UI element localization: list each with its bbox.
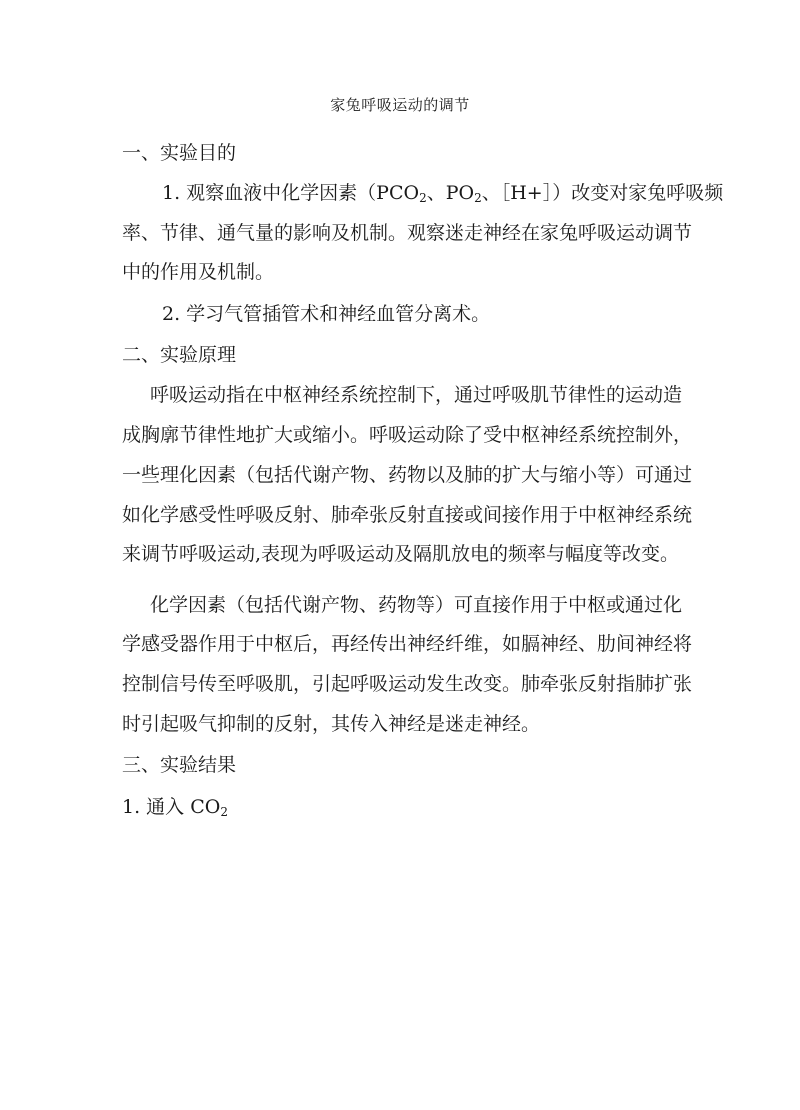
principle-p1-line-1: 呼吸运动指在中枢神经系统控制下，通过呼吸肌节律性的运动造 bbox=[150, 384, 683, 406]
principle-p2-line-1: 化学因素（包括代谢产物、药物等）可直接作用于中枢或通过化 bbox=[150, 594, 683, 616]
principle-p2-line-3: 控制信号传至呼吸肌，引起呼吸运动发生改变。肺牵张反射指肺扩张 bbox=[122, 673, 693, 695]
section-heading-principle: 二、实验原理 bbox=[122, 344, 237, 366]
principle-p1-line-4: 如化学感受性呼吸反射、肺牵张反射直接或间接作用于中枢神经系统 bbox=[122, 504, 693, 526]
purpose-item-1-line-3: 中的作用及机制。 bbox=[122, 261, 275, 283]
subscript: 2 bbox=[474, 191, 482, 205]
principle-p1-line-2: 成胸廓节律性地扩大或缩小。呼吸运动除了受中枢神经系统控制外， bbox=[122, 424, 693, 446]
purpose-item-2: 2. 学习气管插管术和神经血管分离术。 bbox=[162, 303, 491, 325]
results-item-1 bbox=[122, 794, 682, 825]
subscript: 2 bbox=[220, 805, 228, 819]
purpose-item-1-line-2: 率、节律、通气量的影响及机制。观察迷走神经在家兔呼吸运动调节 bbox=[122, 222, 693, 244]
principle-p1-line-5: 来调节呼吸运动,表现为呼吸运动及隔肌放电的频率与幅度等改变。 bbox=[122, 543, 680, 565]
text-run: 1. 观察血液中化学因素（PCO bbox=[162, 182, 420, 204]
purpose-item-1-line-1 bbox=[162, 180, 722, 211]
principle-p2-line-2: 学感受器作用于中枢后，再经传出神经纤维，如膈神经、肋间神经将 bbox=[122, 633, 693, 655]
text-run: 、PO bbox=[426, 182, 475, 204]
section-heading-results: 三、实验结果 bbox=[122, 754, 237, 776]
text-run: 、［H+］）改变对家兔呼吸频 bbox=[481, 182, 724, 204]
text-run: 1. 通入 CO bbox=[122, 796, 221, 818]
document-title: 家兔呼吸运动的调节 bbox=[330, 96, 470, 114]
section-heading-purpose: 一、实验目的 bbox=[122, 142, 237, 164]
principle-p1-line-3: 一些理化因素（包括代谢产物、药物以及肺的扩大与缩小等）可通过 bbox=[122, 464, 693, 486]
principle-p2-line-4: 时引起吸气抑制的反射，其传入神经是迷走神经。 bbox=[122, 713, 541, 735]
subscript: 2 bbox=[419, 191, 427, 205]
